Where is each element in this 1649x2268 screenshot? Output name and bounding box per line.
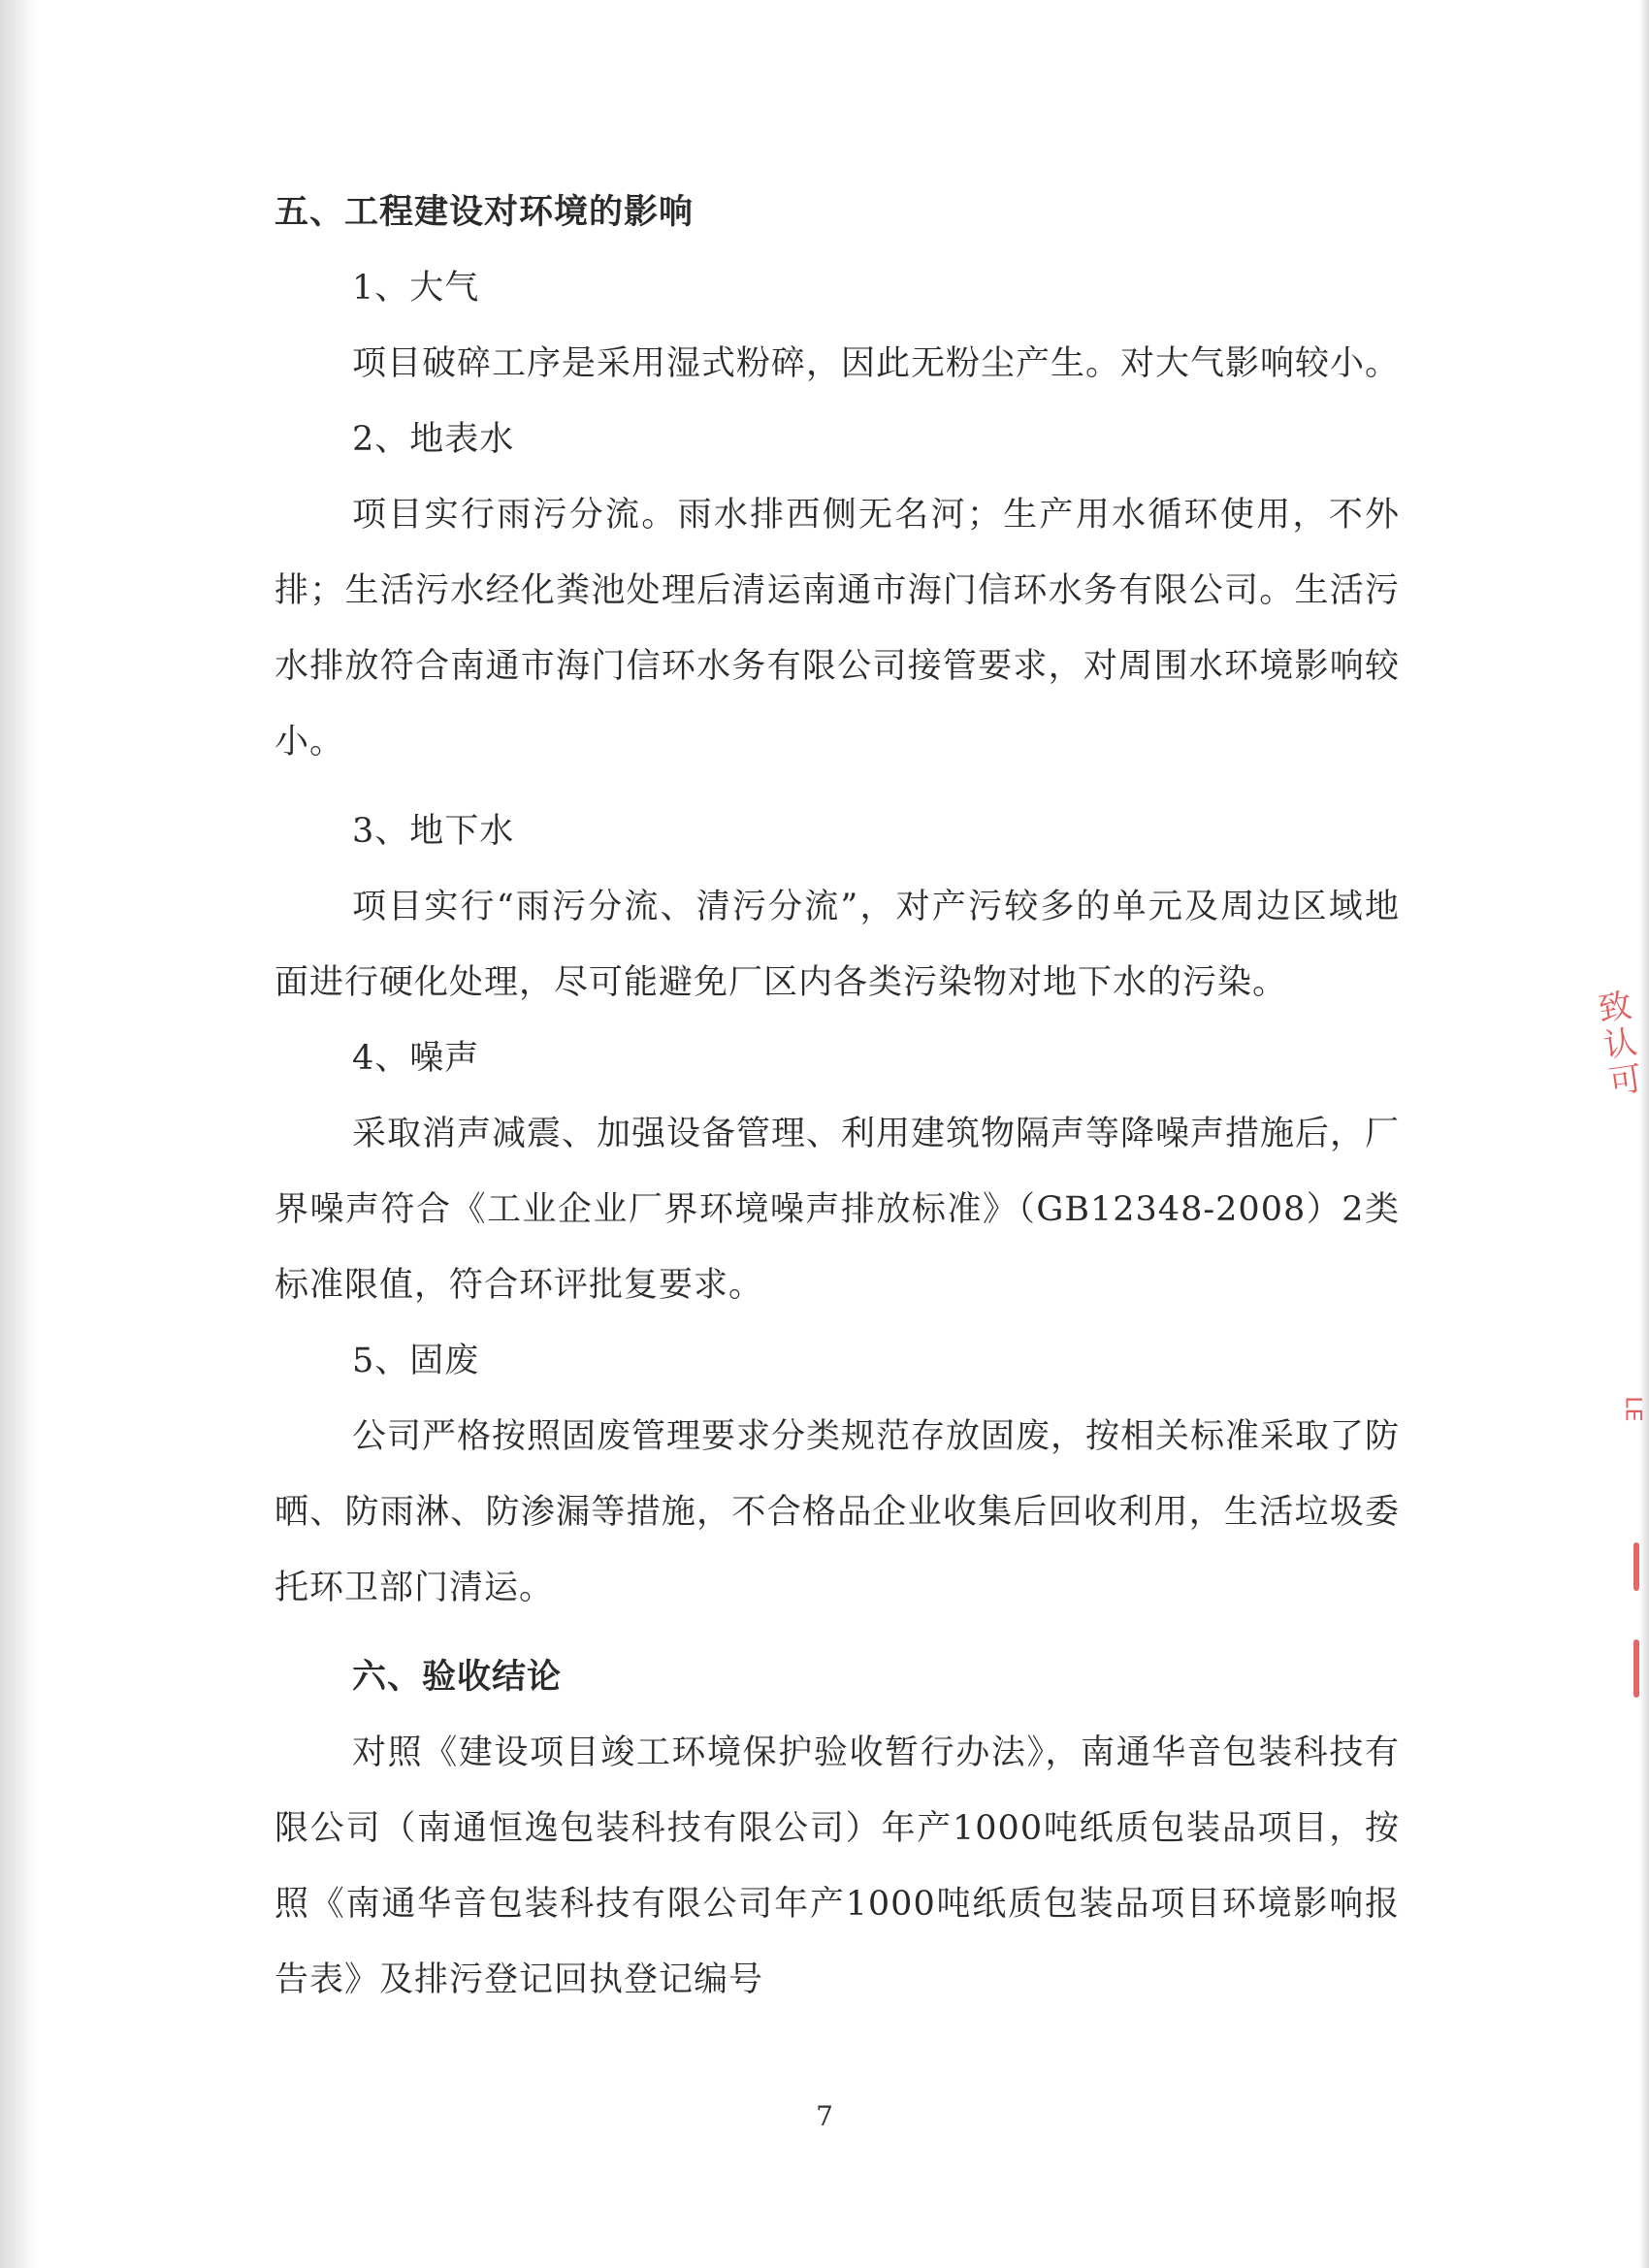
paragraph-solid-waste: 公司严格按照固废管理要求分类规范存放固废，按相关标准采取了防晒、防雨淋、防渗漏等措施，不合格品企业收集后回收利用，生活垃圾委托环卫部门清运。 [275,1417,1401,1607]
scan-shadow-right [1639,0,1649,2268]
page-number: 7 [816,2100,833,2132]
red-seal-stamp-fragment: 致认可 [1590,987,1644,1103]
subheading-noise: 4、噪声 [352,1039,480,1078]
subheading-solid-waste: 5、固废 [352,1342,480,1380]
paragraph-groundwater: 项目实行“雨污分流、清污分流”，对产污较多的单元及周边区域地面进行硬化处理，尽可能避免厂区内各类污染物对地下水的污染。 [275,888,1400,1002]
red-seal-stamp-fragment-2: LE [1620,1396,1645,1422]
subheading-air: 1、大气 [352,269,480,308]
subheading-groundwater: 3、地下水 [352,812,515,851]
subheading-surface-water: 2、地表水 [352,420,515,459]
section-heading-environmental-impact: 五、工程建设对环境的影响 [275,192,695,232]
paragraph-surface-water: 项目实行雨污分流。雨水排西侧无名河；生产用水循环使用，不外排；生活污水经化粪池处理后清运南通市海门信环水务有限公司。生活污水排放符合南通市海门信环水务有限公司接管要求，对周围水环境影响较小。 [275,496,1400,761]
red-seal-stroke [1633,1639,1639,1698]
paragraph-acceptance-conclusion: 对照《建设项目竣工环境保护验收暂行办法》，南通华音包装科技有限公司（南通恒逸包装科技有限公司）年产1000吨纸质包装品项目，按照《南通华音包装科技有限公司年产1000吨纸质包装品项目环境影响报告表》及排污登记回执登记编号 [275,1733,1400,1999]
section-heading-acceptance-conclusion: 六、验收结论 [352,1657,563,1697]
paragraph-air: 项目破碎工序是采用湿式粉碎，因此无粉尘产生。对大气影响较小。 [352,344,1401,383]
document-body [275,175,1400,2018]
paragraph-noise: 采取消声减震、加强设备管理、利用建筑物隔声等降噪声措施后，厂界噪声符合《工业企业厂界环境噪声排放标准》（GB12348-2008）2类标准限值，符合环评批复要求。 [275,1115,1401,1305]
scan-shadow-left [0,0,37,2268]
red-seal-stroke [1633,1542,1639,1591]
